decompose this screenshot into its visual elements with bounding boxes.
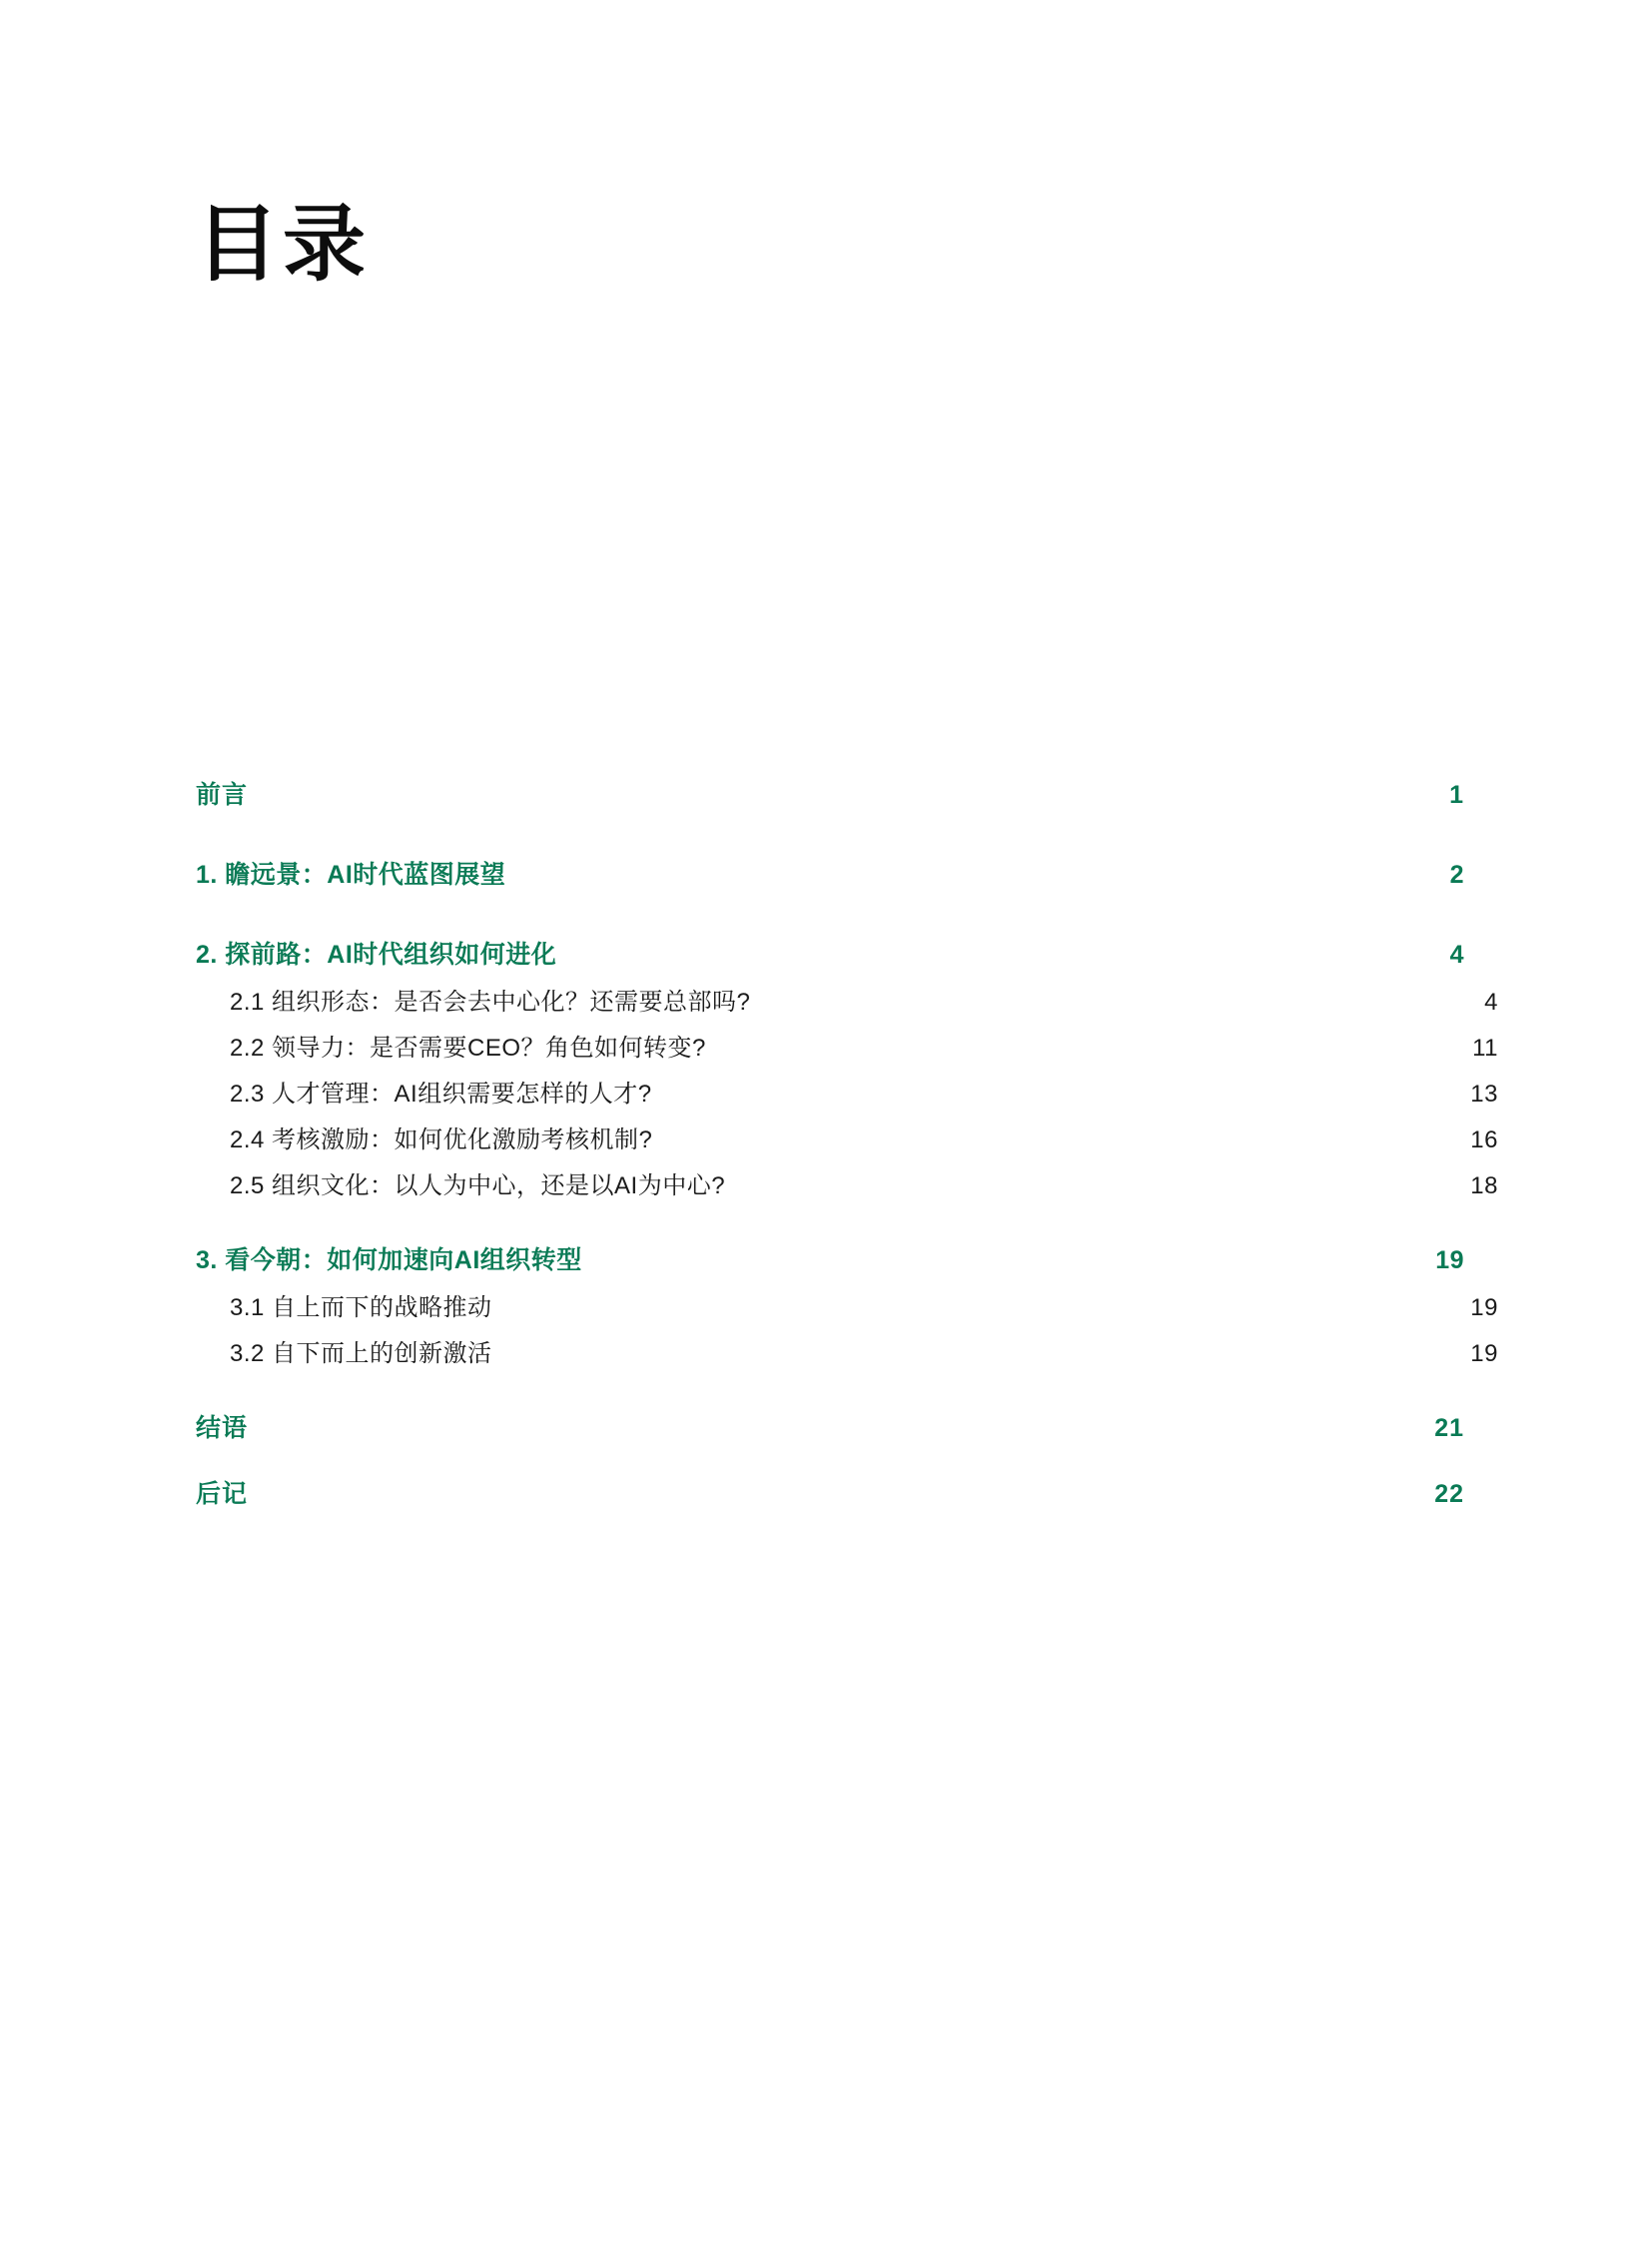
toc-entry-page: 11 bbox=[1472, 1035, 1498, 1062]
toc-entry-page: 21 bbox=[1434, 1414, 1464, 1442]
toc-entry-section-2-5[interactable] bbox=[196, 1165, 1498, 1200]
toc-entry-page: 1 bbox=[1449, 781, 1464, 809]
toc-entry-page: 16 bbox=[1470, 1126, 1498, 1153]
spacer bbox=[196, 1322, 1464, 1333]
spacer bbox=[196, 1109, 1464, 1120]
toc-entry-preface[interactable] bbox=[196, 775, 1464, 811]
spacer bbox=[196, 1444, 1464, 1474]
toc-entry-label: 结语 bbox=[196, 1414, 249, 1442]
toc-entry-page: 19 bbox=[1470, 1340, 1498, 1367]
toc-entry-section-2-3[interactable] bbox=[196, 1074, 1498, 1109]
toc-entry-page: 4 bbox=[1449, 941, 1464, 969]
toc-entry-label: 3.2 自下而上的创新激活 bbox=[230, 1340, 492, 1367]
toc-entry-label: 2.2 领导力：是否需要CEO？角色如何转变? bbox=[230, 1035, 706, 1062]
toc-entry-chapter-3[interactable] bbox=[196, 1240, 1464, 1276]
spacer bbox=[196, 1017, 1464, 1028]
toc-entry-page: 13 bbox=[1470, 1081, 1498, 1108]
toc-entry-label: 3. 看今朝：如何加速向AI组织转型 bbox=[196, 1246, 582, 1274]
spacer bbox=[196, 971, 1464, 982]
toc-entry-label: 2. 探前路：AI时代组织如何进化 bbox=[196, 941, 557, 969]
toc-entry-page: 19 bbox=[1470, 1294, 1498, 1321]
spacer bbox=[196, 1200, 1464, 1240]
toc-entry-page: 22 bbox=[1434, 1480, 1464, 1508]
toc-entry-page: 4 bbox=[1484, 989, 1498, 1016]
spacer bbox=[196, 1368, 1464, 1408]
spacer bbox=[196, 1063, 1464, 1074]
page-title: 目录 bbox=[196, 198, 370, 291]
toc-entry-label: 后记 bbox=[196, 1480, 249, 1508]
toc-entry-conclusion[interactable] bbox=[196, 1408, 1464, 1444]
toc-entry-label: 2.3 人才管理：AI组织需要怎样的人才? bbox=[230, 1081, 652, 1108]
toc-entry-chapter-2[interactable] bbox=[196, 935, 1464, 971]
toc-entry-page: 19 bbox=[1435, 1246, 1464, 1274]
toc-entry-section-3-1[interactable] bbox=[196, 1287, 1498, 1322]
toc-entry-label: 前言 bbox=[196, 781, 249, 809]
toc-entry-label: 3.1 自上而下的战略推动 bbox=[230, 1294, 492, 1321]
toc-entry-page: 2 bbox=[1449, 861, 1464, 889]
spacer bbox=[196, 811, 1464, 855]
toc-entry-page: 18 bbox=[1470, 1172, 1498, 1199]
spacer bbox=[196, 1154, 1464, 1165]
toc-entry-label: 2.5 组织文化：以人为中心，还是以AI为中心? bbox=[230, 1172, 726, 1199]
table-of-contents bbox=[196, 775, 1498, 1510]
toc-entry-section-3-2[interactable] bbox=[196, 1333, 1498, 1368]
toc-entry-section-2-1[interactable] bbox=[196, 982, 1498, 1017]
toc-entry-afterword[interactable] bbox=[196, 1474, 1464, 1510]
toc-entry-label: 1. 瞻远景：AI时代蓝图展望 bbox=[196, 861, 506, 889]
spacer bbox=[196, 1276, 1464, 1287]
toc-entry-chapter-1[interactable] bbox=[196, 855, 1464, 891]
toc-entry-label: 2.1 组织形态：是否会去中心化？还需要总部吗? bbox=[230, 989, 751, 1016]
toc-entry-label: 2.4 考核激励：如何优化激励考核机制? bbox=[230, 1126, 653, 1153]
spacer bbox=[196, 891, 1464, 935]
toc-entry-section-2-4[interactable] bbox=[196, 1120, 1498, 1154]
toc-entry-section-2-2[interactable] bbox=[196, 1028, 1498, 1063]
